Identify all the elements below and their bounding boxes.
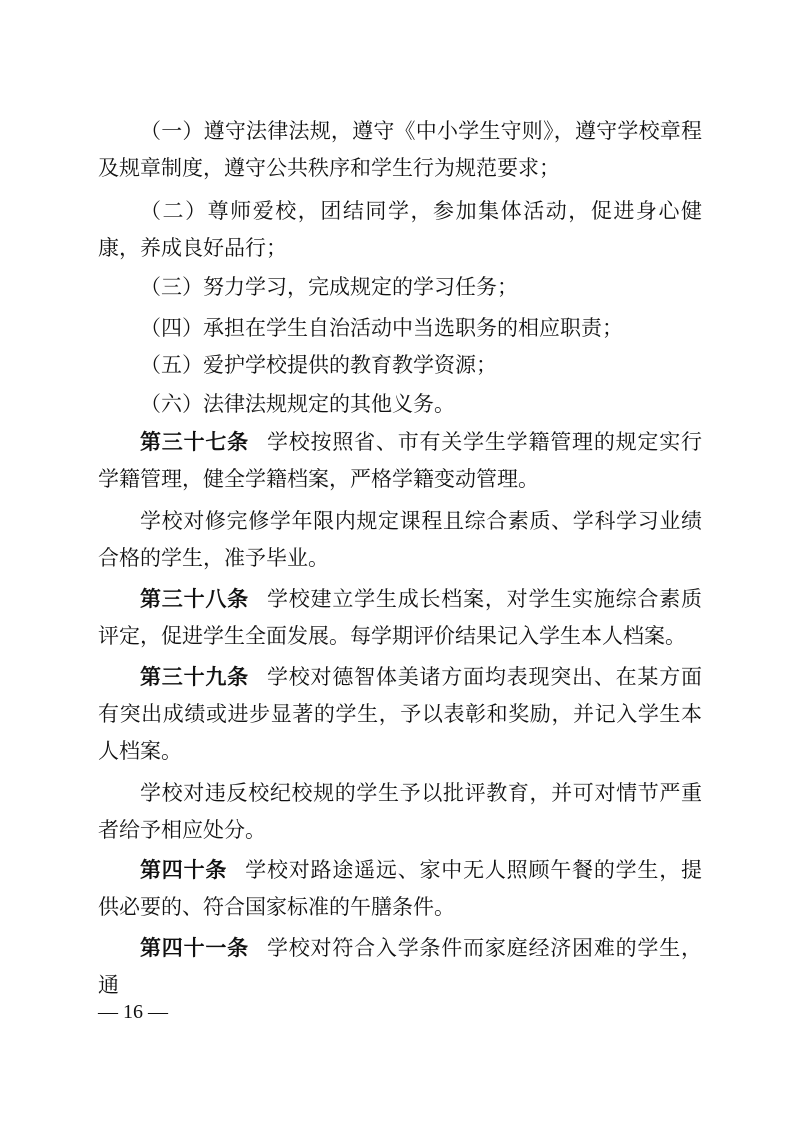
paragraph-duty-1: （一）遵守法律法规，遵守《中小学生守则》，遵守学校章程及规章制度，遵守公共秩序和学生行为规范要求； [98, 119, 702, 180]
paragraph-duty-3: （三）努力学习，完成规定的学习任务； [140, 275, 518, 299]
article-41-text: 学校对符合入学条件而家庭经济困难的学生，通 [98, 936, 703, 997]
paragraph-duty-6: （六）法律法规规定的其他义务。 [140, 392, 455, 416]
paragraph-duty-5: （五）爱护学校提供的教育教学资源； [140, 353, 497, 377]
article-40 [98, 852, 702, 926]
paragraph-duty-2: （二）尊师爱校，团结同学，参加集体活动，促进身心健康，养成良好品行； [98, 199, 702, 260]
article-39 [98, 659, 702, 770]
article-39-heading: 第三十九条 [140, 665, 249, 689]
article-37-heading: 第三十七条 [140, 430, 249, 454]
article-37-text: 学校按照省、市有关学生学籍管理的规定实行学籍管理，健全学籍档案，严格学籍变动管理。 [98, 430, 703, 491]
article-40-text: 学校对路途遥远、家中无人照顾午餐的学生，提供必要的、符合国家标准的午膳条件。 [98, 858, 703, 919]
article-38-heading: 第三十八条 [140, 587, 249, 611]
article-41-heading: 第四十一条 [140, 936, 249, 960]
article-39-paragraph-2: 学校对违反校纪校规的学生予以批评教育，并可对情节严重者给予相应处分。 [98, 781, 702, 842]
article-40-heading: 第四十条 [140, 858, 228, 882]
article-37-paragraph-2: 学校对修完修学年限内规定课程且综合素质、学科学习业绩合格的学生，准予毕业。 [98, 509, 702, 570]
article-38-text: 学校建立学生成长档案，对学生实施综合素质评定，促进学生全面发展。每学期评价结果记入学生本人档案。 [98, 587, 703, 648]
article-39-text: 学校对德智体美诸方面均表现突出、在某方面有突出成绩或进步显著的学生，予以表彰和奖励，并记入学生本人档案。 [98, 665, 703, 763]
article-37 [98, 424, 702, 498]
page-number: — 16 — [98, 1001, 168, 1023]
paragraph-duty-4: （四）承担在学生自治活动中当选职务的相应职责； [140, 316, 623, 340]
article-38 [98, 581, 702, 655]
article-41 [98, 930, 702, 1004]
